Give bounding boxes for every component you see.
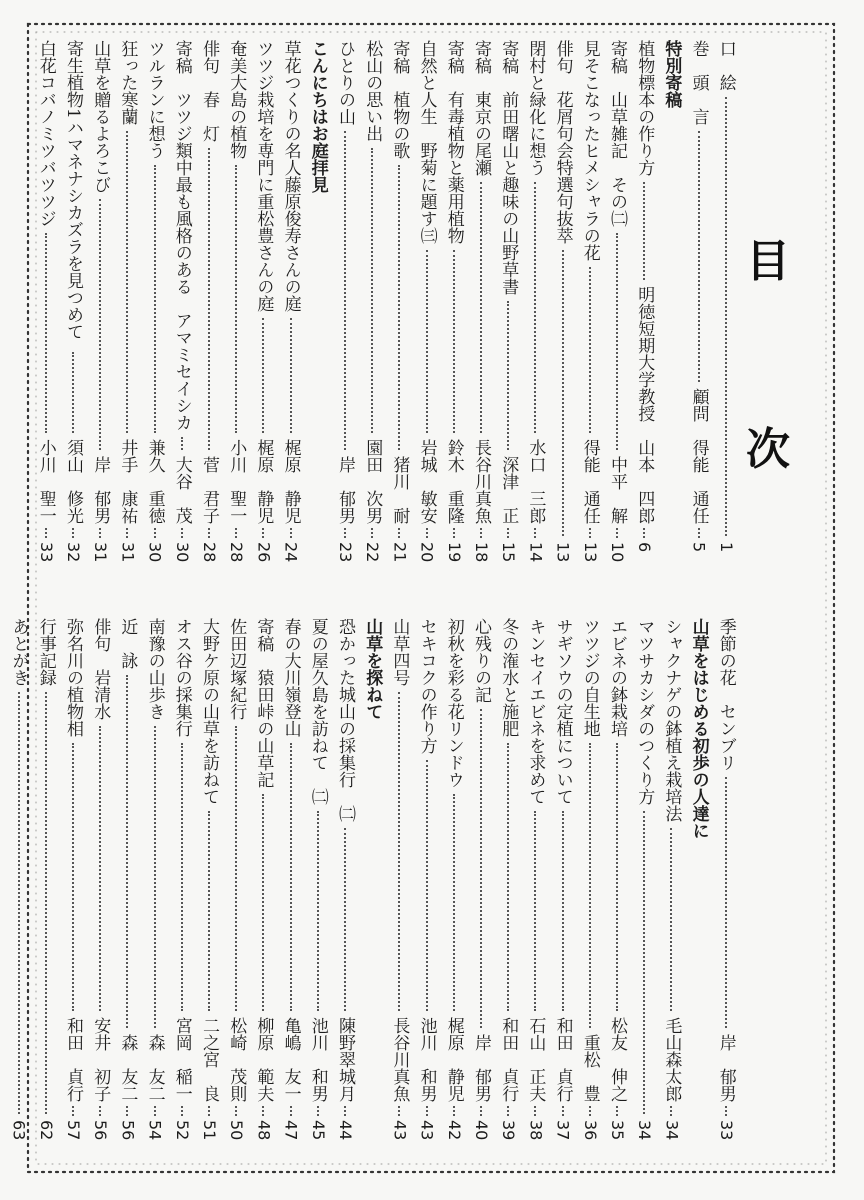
toc-entry <box>142 618 168 1148</box>
toc-entry-page: 30 <box>145 542 165 563</box>
toc-entry-page: 22 <box>363 542 383 563</box>
toc-entry-author: 梶原 静児 <box>443 1017 464 1102</box>
dot-leader <box>181 743 183 1011</box>
dot-leader <box>426 528 428 538</box>
toc-entry-title: 閉村と緑化に想う <box>525 40 546 176</box>
dot-leader <box>99 199 101 450</box>
dot-leader <box>344 828 346 1011</box>
toc-entry-title: 植物標本の作り方 <box>634 40 655 176</box>
toc-entry-author: 岸 郁男 <box>335 456 355 524</box>
toc-entry <box>223 618 249 1148</box>
toc-entry-page: 62 <box>36 1120 56 1141</box>
dot-leader <box>398 692 400 1011</box>
toc-entry-author: 須山 修光 <box>63 439 83 524</box>
toc-entry <box>495 618 521 1148</box>
toc-entry-author: 池川 和男 <box>416 1017 437 1102</box>
page-title: 目 <box>746 236 790 287</box>
dot-leader <box>589 528 591 538</box>
toc-entry-author: 和田 貞行 <box>63 1017 83 1102</box>
dot-leader <box>589 267 591 433</box>
dot-leader <box>426 250 428 433</box>
toc-entry-page: 56 <box>91 1120 111 1141</box>
toc-entry-author: 岸 郁男 <box>471 1034 491 1102</box>
toc-entry-title: 俳句 花屑句会特選句抜萃 <box>552 40 573 244</box>
toc-entry <box>522 618 548 1148</box>
toc-entry-author: 中平 解 <box>607 456 627 524</box>
toc-entry-author: 顧問 得能 通任 <box>688 388 709 524</box>
toc-entry-title: 心残りの記 <box>471 618 491 703</box>
toc-entry <box>114 40 140 570</box>
toc-entry-author: 得能 通任 <box>579 439 600 524</box>
toc-entry-page: 43 <box>417 1120 437 1141</box>
toc-entry <box>332 40 358 570</box>
toc-entry-title: 春の大川嶺登山 <box>280 618 301 737</box>
toc-entry-page: 15 <box>499 542 519 563</box>
dot-leader <box>262 528 264 538</box>
toc-entry-title: オス谷の採集行 <box>171 618 192 737</box>
toc-entry <box>60 40 86 570</box>
dot-leader <box>725 1106 727 1116</box>
toc-entry-author: 兼久 重徳 <box>144 439 165 524</box>
toc-entry-title: ツツジ栽培を専門に重松豊さんの庭 <box>253 40 274 312</box>
toc-entry-title: シャクナゲの鉢植え栽培法 <box>661 618 682 822</box>
toc-entry-title: キンセイエビネを求めて <box>525 618 546 805</box>
dot-leader <box>643 528 645 538</box>
toc-entry-title: 狂った寒蘭 <box>117 40 138 125</box>
toc-entry-page: 32 <box>64 542 83 563</box>
dot-leader <box>45 233 47 433</box>
dot-leader <box>154 1106 156 1116</box>
dot-leader <box>725 97 727 536</box>
toc-entry <box>604 40 630 570</box>
dot-leader <box>698 131 700 382</box>
toc-entry-page: 6 <box>635 542 655 553</box>
toc-entry-page: 47 <box>281 1120 301 1141</box>
toc-entry-author: 毛山森太郎 <box>661 1017 682 1102</box>
dot-leader <box>262 318 264 433</box>
toc-entry-page: 44 <box>336 1120 355 1141</box>
dot-leader <box>643 811 645 1114</box>
toc-entry-page: 13 <box>580 542 600 563</box>
toc-entry-title: 寄稿 ツツジ類中最も風格のある アマミセイシカ <box>171 40 192 431</box>
toc-entry-title: こんにちはお庭拝見 <box>307 40 328 193</box>
toc-entry-author: 井手 康祐 <box>117 439 138 524</box>
dot-leader <box>317 1106 319 1116</box>
dot-leader <box>72 352 74 433</box>
dot-leader <box>698 528 700 538</box>
dot-leader <box>589 743 591 1028</box>
toc-entry-page: 54 <box>145 1120 165 1141</box>
dot-leader <box>154 528 156 538</box>
toc-entry-page: 34 <box>662 1120 682 1141</box>
toc-entry-title: 夏の屋久島を訪ねて ㈡ <box>307 618 328 805</box>
dot-leader <box>670 1106 672 1116</box>
toc-entry-title: サギソウの定植について <box>552 618 573 805</box>
toc-entry-title: 佐田辺塚紀行 <box>226 618 247 720</box>
toc-entry-author: 長谷川真魚 <box>389 1017 410 1102</box>
toc-entry <box>87 40 113 570</box>
dot-leader <box>534 182 536 433</box>
dot-leader <box>480 709 482 1028</box>
toc-entry <box>386 40 412 570</box>
toc-entry-page: 48 <box>254 1120 274 1141</box>
toc-entry-title: 見そこなったヒメシャラの花 <box>579 40 600 261</box>
toc-entry-title: 寄稿 前田曙山と趣味の山野草書 <box>498 40 519 295</box>
toc-entry-page: 52 <box>172 1120 192 1141</box>
toc-entry-page: 36 <box>580 1120 600 1141</box>
toc-entry-page: 33 <box>36 542 56 563</box>
toc-entry-author: 小川 聖一 <box>226 439 247 524</box>
toc-entry <box>33 618 59 1148</box>
toc-entry-author: 石山 正夫 <box>525 1017 546 1102</box>
dot-leader <box>344 528 346 538</box>
toc-entry <box>250 618 276 1148</box>
toc-entry <box>468 618 494 1148</box>
dot-leader <box>235 165 237 433</box>
toc-entry-page: 43 <box>390 1120 410 1141</box>
dot-leader <box>208 1106 210 1116</box>
dot-leader <box>616 233 618 450</box>
dot-leader <box>181 437 183 450</box>
dot-leader <box>453 528 455 538</box>
toc-entry-title: 俳句 岩清水 <box>90 618 111 720</box>
dot-leader <box>562 250 564 536</box>
toc-entry <box>278 618 304 1148</box>
toc-entry <box>196 618 222 1148</box>
dot-leader <box>589 1106 591 1116</box>
dot-leader <box>317 811 319 1011</box>
toc-entry-title: 行事記録 <box>35 618 56 686</box>
toc-entry-author: 猪川 耐 <box>389 456 410 524</box>
toc-entry-author: 岸 郁男 <box>715 1034 736 1102</box>
toc-entry-title: 山草を探ねて <box>362 618 383 720</box>
toc-entry-title: 奄美大島の植物 <box>226 40 247 159</box>
dot-leader <box>371 148 373 433</box>
dot-leader <box>72 528 74 538</box>
dot-leader <box>371 528 373 538</box>
dot-leader <box>208 528 210 538</box>
toc-entry-author: 小川 聖一 <box>35 439 56 524</box>
dot-leader <box>616 528 618 538</box>
toc-entry-author: 菅 君子 <box>199 456 219 524</box>
toc-entry-page: 34 <box>635 1120 655 1141</box>
dot-leader <box>208 148 210 450</box>
toc-entry-author: 和田 貞行 <box>552 1017 573 1102</box>
dot-leader <box>344 131 346 450</box>
toc-entry-author: 池川 和男 <box>307 1017 328 1102</box>
toc-entry-title: 寄稿 猿田峠の山草記 <box>253 618 274 788</box>
toc-entry-title: 寄稿 山草雑記 その㈡ <box>607 40 627 227</box>
toc-entry <box>33 40 59 570</box>
toc-entry-title: 寄稿 東京の尾瀬 <box>471 40 491 176</box>
toc-entry-page: 38 <box>526 1120 546 1141</box>
dot-leader <box>126 131 128 433</box>
toc-entry-author: 大谷 茂 <box>171 456 192 524</box>
toc-entry-author: 和田 貞行 <box>498 1017 519 1102</box>
toc-entry <box>196 40 222 570</box>
dot-leader <box>208 811 210 1011</box>
dot-leader <box>290 743 292 1011</box>
dot-leader <box>72 743 74 1011</box>
toc-entry <box>468 40 494 570</box>
toc-entry-title: 白花コバノミツバツツジ <box>35 40 56 227</box>
dot-leader <box>507 528 509 538</box>
toc-entry-page: 23 <box>336 542 355 563</box>
toc-entry-title: 山草をはじめる初歩の人達に <box>688 618 709 839</box>
dot-leader <box>507 1106 509 1116</box>
toc-entry-author: 深津 正 <box>498 456 519 524</box>
toc-entry-page: 20 <box>417 542 437 563</box>
toc-entry-page: 24 <box>281 542 301 563</box>
toc-entry-title: 口 絵 <box>715 40 736 91</box>
toc-entry-author: 明徳短期大学教授 山本 四郎 <box>634 286 655 524</box>
dot-leader <box>344 1106 346 1116</box>
toc-entry-author: 鈴木 重隆 <box>443 439 464 524</box>
toc-entry-title: 松山の思い出 <box>362 40 383 142</box>
dot-leader <box>154 726 156 1028</box>
toc-entry-author: 宮岡 稲一 <box>171 1017 192 1102</box>
dot-leader <box>154 165 156 433</box>
toc-entry-title: 寄生植物1ハマネナシカズラを見つめて <box>63 40 83 340</box>
dot-leader <box>126 528 128 538</box>
dot-leader <box>426 1106 428 1116</box>
toc-entry-page: 18 <box>472 542 491 563</box>
toc-entry-title: 弥名川の植物相 <box>63 618 83 737</box>
toc-entry-author: 亀嶋 友一 <box>280 1017 301 1102</box>
toc-entry-title: ひとりの山 <box>335 40 355 125</box>
toc-entry-author: 梶原 静児 <box>280 439 301 524</box>
dot-leader <box>235 726 237 1011</box>
dot-leader <box>534 1106 536 1116</box>
toc-entry-title: 大野ケ原の山草を訪ねて <box>199 618 219 805</box>
dot-leader <box>616 743 618 1011</box>
toc-entry-author: 梶原 静児 <box>253 439 274 524</box>
toc-entry-page: 50 <box>227 1120 247 1141</box>
toc-entry-title: 近 詠 <box>117 618 138 669</box>
dot-leader <box>507 743 509 1011</box>
toc-entry-title: 南豫の山歩き <box>144 618 165 720</box>
toc-entry-title: 季節の花 センブリ <box>715 618 736 771</box>
toc-entry-author: 松友 伸之 <box>607 1017 627 1102</box>
toc-section-heading <box>686 618 712 1148</box>
dot-leader <box>235 1106 237 1116</box>
dot-leader <box>235 528 237 538</box>
dot-leader <box>290 528 292 538</box>
dot-leader <box>534 528 536 538</box>
toc-entry-page: 31 <box>118 542 138 563</box>
toc-entry-title: 寄稿 植物の歌 <box>389 40 410 159</box>
dot-leader <box>290 318 292 433</box>
toc-entry-title: 草花つくりの名人藤原俊寿さんの庭 <box>280 40 301 312</box>
toc-entry-author: 松崎 茂則 <box>226 1017 247 1102</box>
toc-entry-page: 28 <box>227 542 247 563</box>
toc-entry-author: 重松 豊 <box>579 1034 600 1102</box>
dot-leader <box>398 528 400 538</box>
toc-entry <box>713 618 739 1148</box>
toc-entry-page: 45 <box>308 1120 328 1141</box>
toc-entry-author: 長谷川真魚 <box>471 439 491 524</box>
dot-leader <box>480 182 482 433</box>
toc-entry <box>686 40 712 570</box>
toc-entry-title: セキコクの作り方 <box>416 618 437 754</box>
toc-entry-page: 28 <box>200 542 219 563</box>
toc-entry-page: 51 <box>200 1120 219 1141</box>
toc-entry-author: 二之宮 良 <box>199 1017 219 1102</box>
toc-entry-title: 初秋を彩る花リンドウ <box>443 618 464 788</box>
toc-entry <box>250 40 276 570</box>
toc-entry <box>577 618 603 1148</box>
toc-entry-title: マツサカシダのつくり方 <box>634 618 655 805</box>
toc-entry <box>631 40 657 570</box>
toc-entry <box>658 618 684 1148</box>
toc-entry <box>631 618 657 1148</box>
toc-entry <box>332 618 358 1148</box>
dot-leader <box>181 528 183 538</box>
toc-entry-page: 10 <box>608 542 627 563</box>
toc-entry <box>441 618 467 1148</box>
toc-entry <box>550 618 576 1148</box>
dot-leader <box>18 692 20 1114</box>
toc-entry-title: 俳句 春 灯 <box>199 40 219 142</box>
toc-entry <box>169 618 195 1148</box>
toc-entry <box>577 40 603 570</box>
toc-entry-page: 39 <box>499 1120 519 1141</box>
dot-leader <box>453 1106 455 1116</box>
toc-entry <box>414 618 440 1148</box>
toc-entry-author: 柳原 範夫 <box>253 1017 274 1102</box>
toc-entry-title: 山草四号 <box>389 618 410 686</box>
dot-leader <box>45 692 47 1114</box>
dot-leader <box>398 1106 400 1116</box>
dot-leader <box>453 794 455 1011</box>
toc-entry-author: 安井 初子 <box>90 1017 111 1102</box>
dot-leader <box>453 250 455 433</box>
dot-leader <box>643 182 645 280</box>
toc-entry-title: 山草を贈るよろこび <box>90 40 111 193</box>
toc-entry-title: 冬の潅水と施肥 <box>498 618 519 737</box>
dot-leader <box>72 1106 74 1116</box>
dot-leader <box>45 528 47 538</box>
toc-entry-page: 63 <box>9 1120 29 1141</box>
toc-entry-page: 30 <box>172 542 192 563</box>
page-title-2: 次 <box>746 424 790 475</box>
dot-leader <box>562 811 564 1011</box>
dot-leader <box>480 1106 482 1116</box>
dot-leader <box>480 528 482 538</box>
toc-entry <box>278 40 304 570</box>
toc-entry-author: 森 友二 <box>117 1034 138 1102</box>
toc-entry-page: 19 <box>444 542 464 563</box>
toc-entry-page: 40 <box>472 1120 491 1141</box>
toc-entry-page: 33 <box>716 1120 736 1141</box>
toc-entry <box>305 618 331 1148</box>
dot-leader <box>616 1106 618 1116</box>
toc-entry <box>414 40 440 570</box>
dot-leader <box>290 1106 292 1116</box>
toc-entry <box>359 40 385 570</box>
dot-leader <box>99 528 101 538</box>
toc-entry-title: 特別寄稿 <box>661 40 682 108</box>
toc-entry-page: 57 <box>64 1120 83 1141</box>
dot-leader <box>562 1106 564 1116</box>
dot-leader <box>725 777 727 1028</box>
dot-leader <box>181 1106 183 1116</box>
toc-entry-page: 21 <box>390 542 410 563</box>
toc-entry-page: 26 <box>254 542 274 563</box>
toc-section-heading <box>359 618 385 1148</box>
dot-leader <box>534 811 536 1011</box>
dot-leader <box>262 1106 264 1116</box>
toc-entry <box>550 40 576 570</box>
toc-entry-page: 1 <box>716 542 736 553</box>
toc-entry-title: ツルランに想う <box>144 40 165 159</box>
toc-entry-page: 37 <box>553 1120 573 1141</box>
toc-entry-title: 寄稿 有毒植物と薬用植物 <box>443 40 464 244</box>
toc-entry-author: 園田 次男 <box>362 439 383 524</box>
dot-leader <box>670 828 672 1011</box>
toc-entry <box>522 40 548 570</box>
toc-entry <box>713 40 739 570</box>
toc-entry <box>169 40 195 570</box>
toc-entry-title: エビネの鉢栽培 <box>607 618 627 737</box>
toc-entry <box>142 40 168 570</box>
toc-entry-author: 岸 郁男 <box>90 456 111 524</box>
dot-leader <box>507 301 509 450</box>
dot-leader <box>99 726 101 1011</box>
toc-entry-page: 56 <box>118 1120 138 1141</box>
toc-entry-page: 42 <box>444 1120 464 1141</box>
dot-leader <box>426 760 428 1011</box>
toc-entry-page: 35 <box>608 1120 627 1141</box>
dot-leader <box>126 1106 128 1116</box>
toc-entry-title: 自然と人生 野菊に題す㈢ <box>416 40 437 244</box>
toc-entry <box>441 40 467 570</box>
toc-entry-author: 森 友二 <box>144 1034 165 1102</box>
toc-entry <box>223 40 249 570</box>
toc-entry-title: あとがき <box>8 618 29 686</box>
dot-leader <box>99 1106 101 1116</box>
toc-entry-author: 陳野翠城月 <box>335 1017 355 1102</box>
toc-entry <box>114 618 140 1148</box>
toc-entry <box>60 618 86 1148</box>
toc-section-heading <box>658 40 684 570</box>
dot-leader <box>262 794 264 1011</box>
toc-entry <box>495 40 521 570</box>
toc-entry-author: 岩城 敏安 <box>416 439 437 524</box>
toc-entry-title: 巻 頭 言 <box>688 40 709 125</box>
dot-leader <box>126 675 128 1028</box>
toc-entry-page: 5 <box>689 542 709 553</box>
toc-entry <box>386 618 412 1148</box>
toc-entry <box>87 618 113 1148</box>
toc-entry-page: 14 <box>526 542 546 563</box>
toc-entry-title: 恐かった城山の採集行 ㈡ <box>335 618 355 822</box>
toc-entry-title: ツツジの自生地 <box>579 618 600 737</box>
toc-entry-author: 水口 三郎 <box>525 439 546 524</box>
toc-entry-page: 31 <box>91 542 111 563</box>
toc-section-heading <box>305 40 331 570</box>
toc-entry-page: 13 <box>553 542 573 563</box>
dot-leader <box>398 165 400 450</box>
toc-entry <box>6 618 32 1148</box>
toc-entry <box>604 618 630 1148</box>
